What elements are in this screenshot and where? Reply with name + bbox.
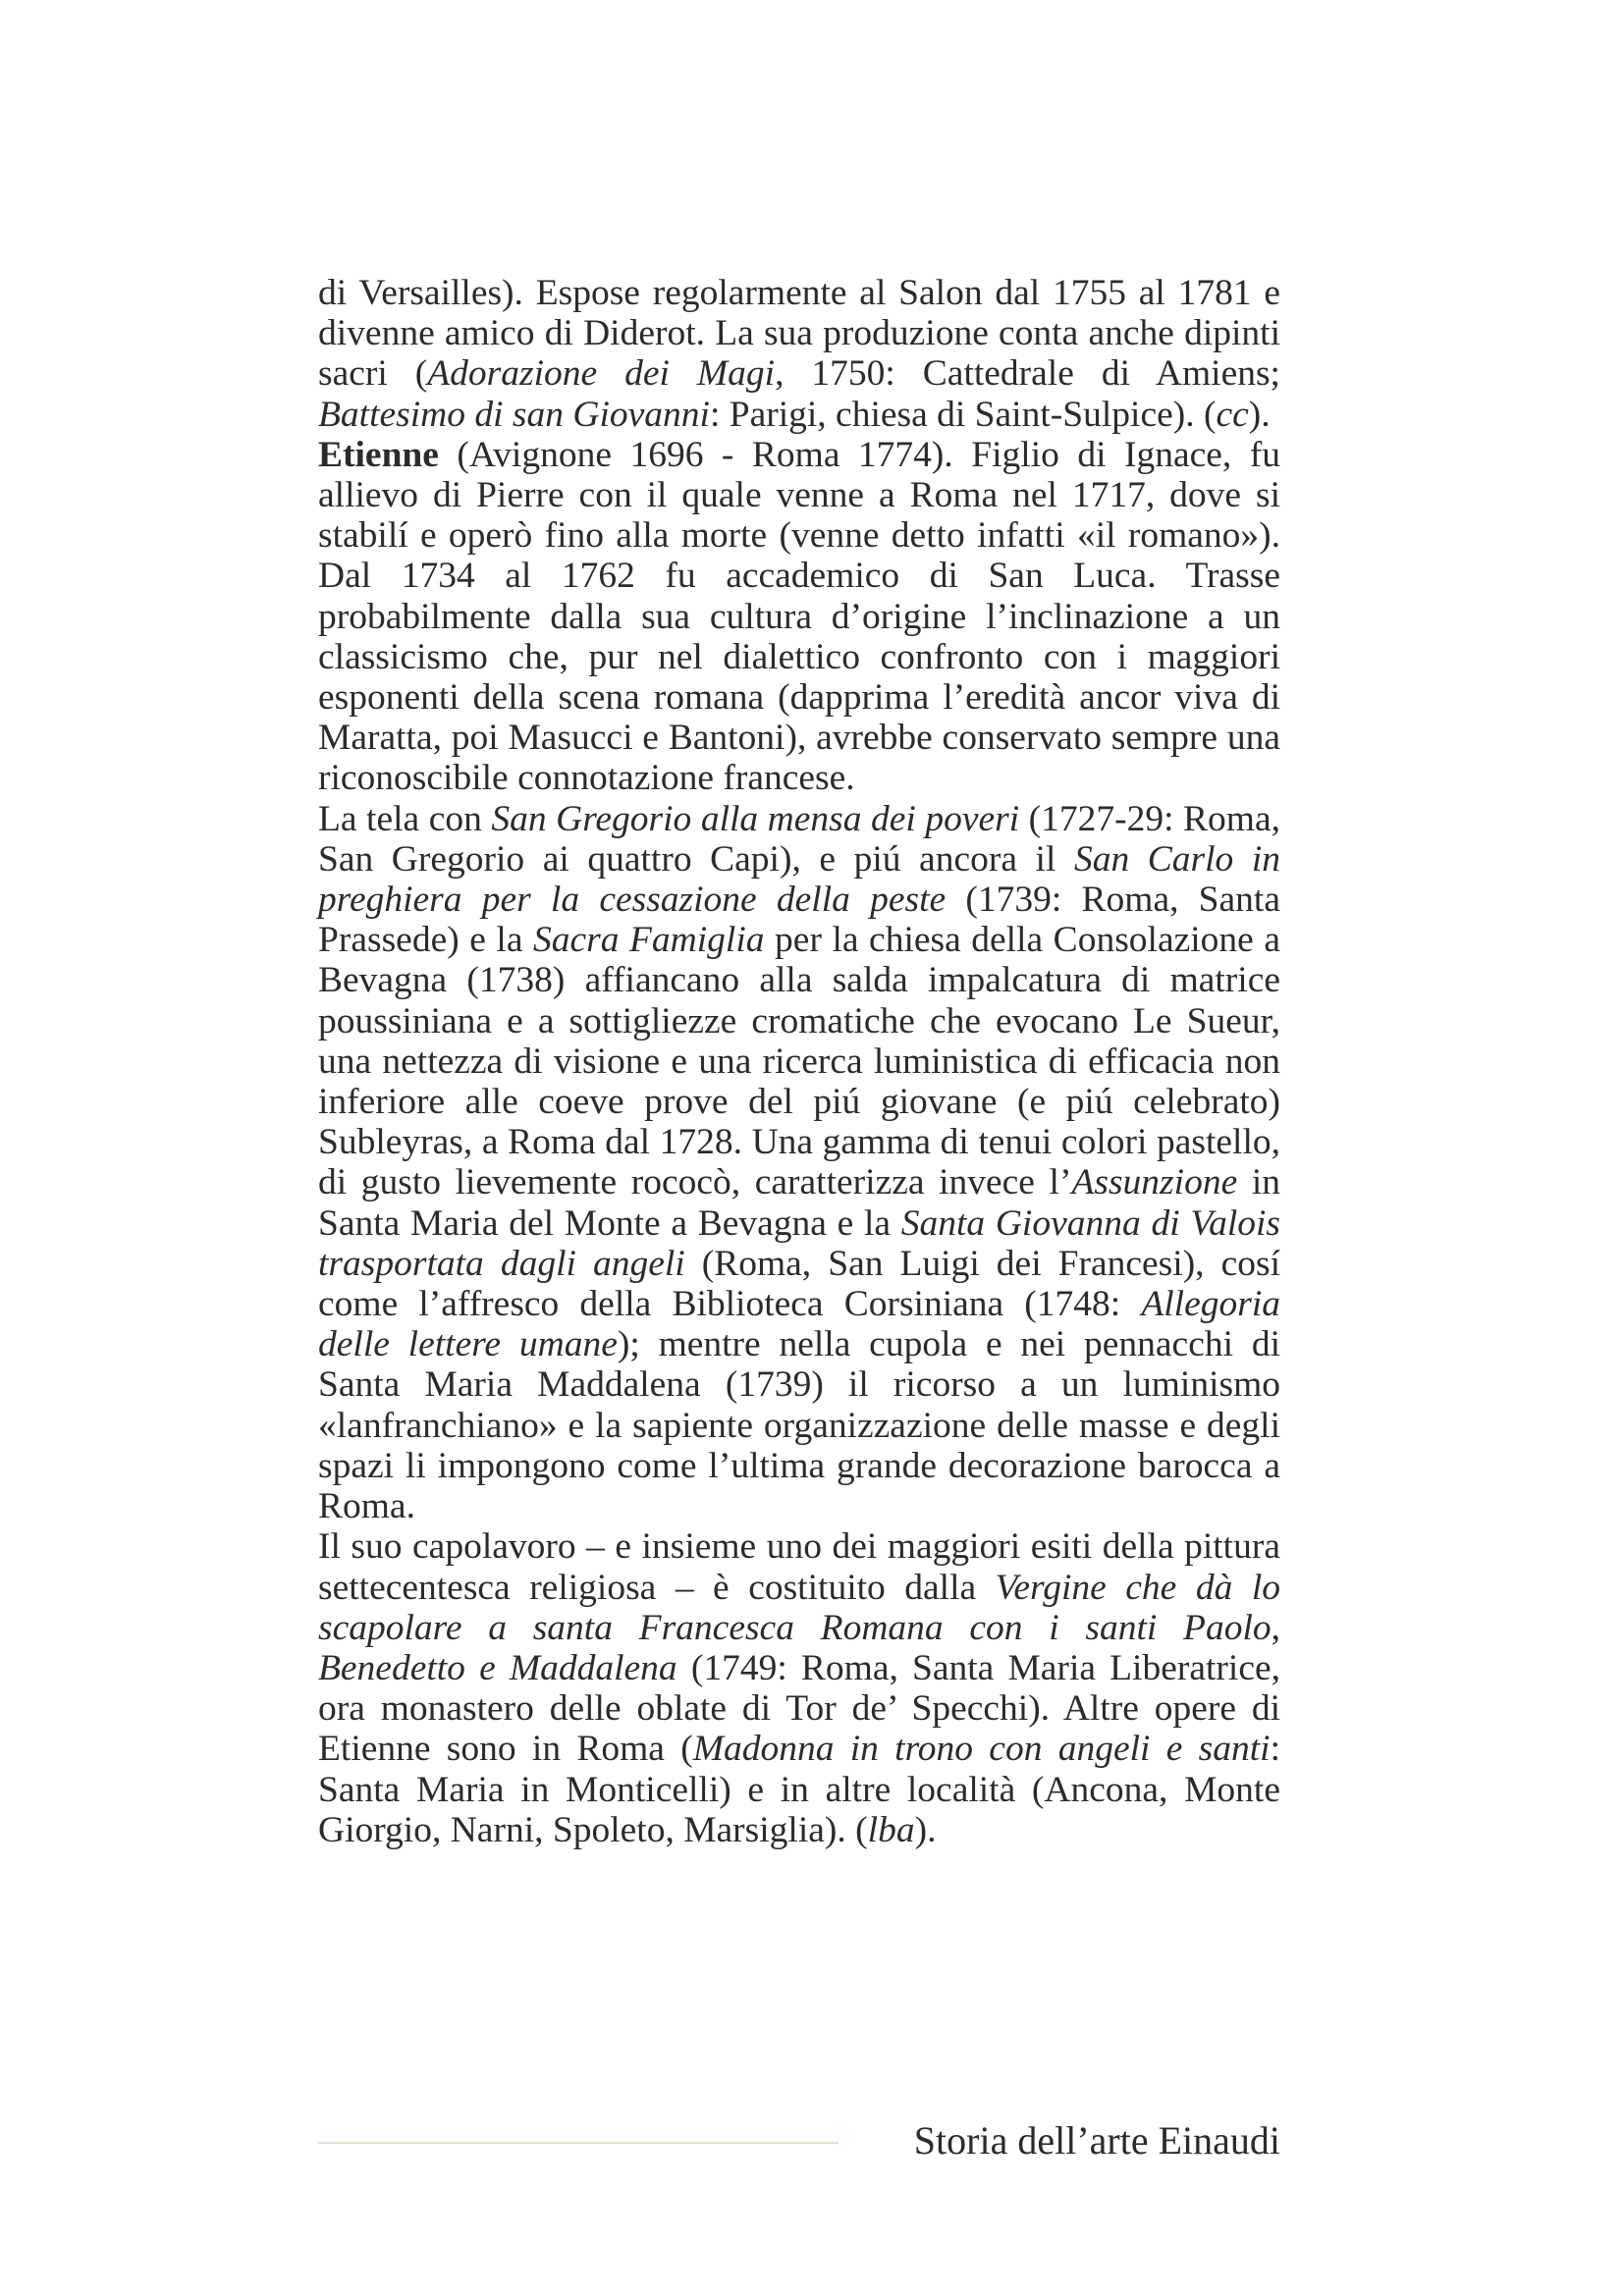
- italic-title-text: Assunzione: [1071, 1162, 1238, 1203]
- body-text: (1727-29: Roma, San Gregorio ai quattro Capi), e piú ancora il: [318, 798, 1280, 880]
- italic-title-text: Allegoria delle lettere umane: [318, 1284, 1280, 1365]
- italic-title-text: Benedetto e Maddalena: [318, 1647, 677, 1688]
- italic-title-text: Vergine che dà lo scapolare a santa Francesca Romana con i santi Paolo: [318, 1567, 1280, 1648]
- paragraph-works: [318, 799, 1280, 1527]
- body-text: : Santa Maria in Monticelli) e in altre località (Ancona, Monte Giorgio, Narni, Spoleto, Marsiglia). (: [318, 1729, 1280, 1850]
- italic-title-text: lba: [867, 1809, 915, 1850]
- italic-title-text: Adorazione dei Magi: [427, 353, 776, 395]
- body-text: Il suo capolavoro – e insieme uno dei maggiori esiti della pittura settecentesca religiosa – è costituito dalla: [318, 1526, 1280, 1608]
- italic-title-text: San Gregorio alla mensa dei poveri: [491, 798, 1020, 839]
- paragraph-masterpiece: [318, 1526, 1280, 1850]
- article-body: [318, 273, 1280, 1850]
- body-text: (Avignone 1696 - Roma 1774). Figlio di Ignace, fu allievo di Pierre con il quale venne a Roma nel 1717, dove si stabilí e operò fino alla morte (venne detto infatti «il romano»). Dal 1734 al 1762 fu accademico di San Luca. Trasse probabilmente dalla sua cultura d’origine l’inclinazione a un classicismo che, pur nel dialettico confronto con i maggiori esponenti della scena romana (dapprima l’eredità ancor viva di Maratta, poi Masucci e Bantoni), avrebbe conservato sempre una riconoscibile connotazione francese.: [318, 434, 1280, 799]
- paragraph-versailles: [318, 273, 1280, 435]
- body-text: in Santa Maria del Monte a Bevagna e la: [318, 1162, 1280, 1244]
- footer-title: Storia dell’arte Einaudi: [913, 2118, 1280, 2163]
- body-text: , 1750: Cattedrale di Amiens;: [775, 353, 1280, 395]
- footer-rule: [318, 2142, 839, 2144]
- italic-title-text: Madonna in trono con angeli e santi: [692, 1729, 1271, 1770]
- body-text: ); mentre nella cupola e nei pennacchi di Santa Maria Maddalena (1739) il ricorso a un luminismo «lanfranchiano» e la sapiente organizzazione delle masse e degli spazi li impongono come l’ultima grande decorazione barocca a Roma.: [318, 1324, 1280, 1527]
- body-text: (Roma, San Luigi dei Francesi), cosí come l’affresco della Biblioteca Corsiniana (1748:: [318, 1243, 1281, 1325]
- italic-title-text: Santa Giovanna di Valois trasportata dagli angeli: [318, 1202, 1280, 1284]
- body-text: (1749: Roma, Santa Maria Liberatrice, ora monastero delle oblate di Tor de’ Specchi). Altre opere di Etienne sono in Roma (: [318, 1647, 1280, 1770]
- paragraph-etienne-entry: [318, 435, 1280, 799]
- body-text: La tela con: [318, 798, 492, 839]
- page-footer: [318, 2116, 1280, 2165]
- italic-title-text: San Carlo in preghiera per la cessazione della peste: [318, 838, 1280, 921]
- italic-title-text: Sacra Famiglia: [533, 920, 765, 961]
- body-text: (1739: Roma, Santa Prassede) e la: [318, 880, 1280, 961]
- italic-title-text: cc: [1216, 394, 1249, 435]
- body-text: ).: [914, 1809, 937, 1850]
- italic-title-text: Battesimo di san Giovanni: [318, 394, 710, 435]
- body-text: ).: [1248, 394, 1271, 435]
- body-text: : Parigi, chiesa di Saint-Sulpice). (: [709, 394, 1217, 435]
- body-text: ,: [1271, 1607, 1280, 1648]
- body-text: di Versailles). Espose regolarmente al Salon dal 1755 al 1781 e divenne amico di Diderot. La sua produzione conta anche dipinti sacri (: [318, 273, 1280, 395]
- entry-heading: Etienne: [318, 434, 439, 475]
- body-text: per la chiesa della Consolazione a Bevagna (1738) affiancano alla salda impalcatura di matrice poussiniana e a sottigliezze cromatiche che evocano Le Sueur, una nettezza di visione e una ricerca luministica di efficacia non inferiore alle coeve prove del piú giovane (e piú celebrato) Subleyras, a Roma dal 1728. Una gamma di tenui colori pastello, di gusto lievemente rococò, caratterizza invece l’: [318, 920, 1280, 1203]
